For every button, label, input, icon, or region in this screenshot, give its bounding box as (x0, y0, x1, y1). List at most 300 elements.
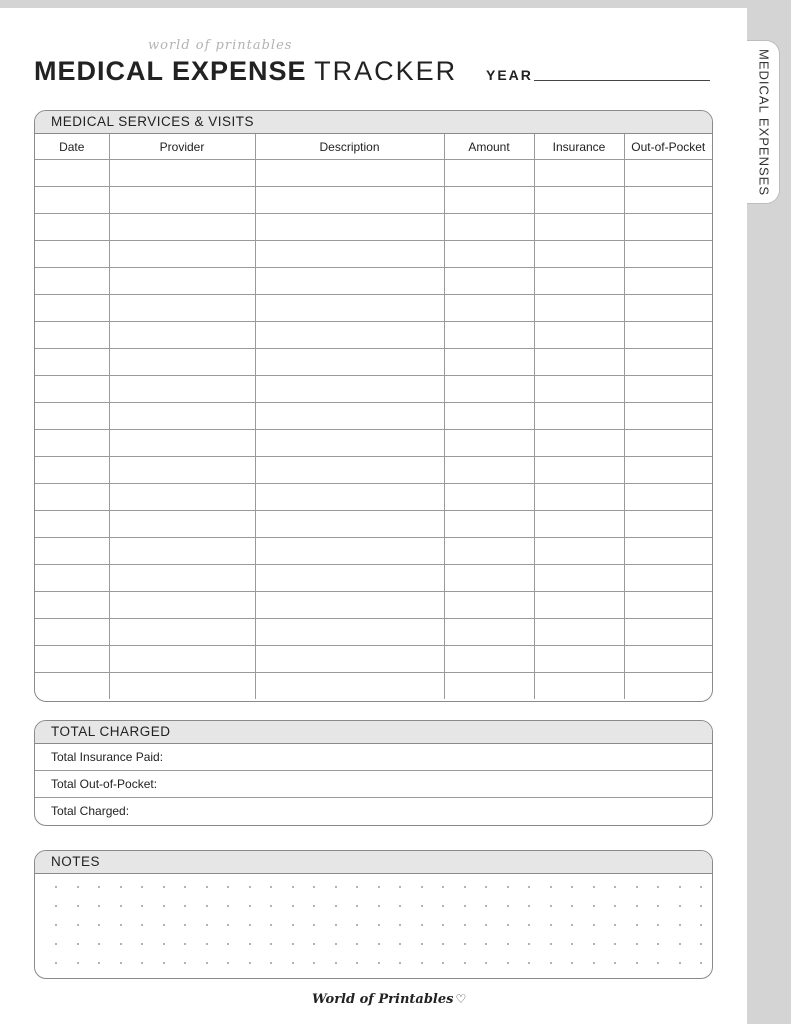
note-dot (163, 962, 165, 964)
column-header: Insurance (534, 134, 624, 160)
note-dot (421, 924, 423, 926)
note-dot (507, 962, 509, 964)
note-dot (227, 924, 229, 926)
table-cell[interactable] (624, 538, 712, 565)
table-row (35, 295, 712, 322)
table-cell[interactable] (35, 160, 109, 187)
year-input-line[interactable] (534, 80, 710, 81)
note-dot (528, 943, 530, 945)
note-dot (55, 943, 57, 945)
note-dot (657, 924, 659, 926)
column-header: Description (255, 134, 444, 160)
table-cell[interactable] (109, 484, 255, 511)
note-dot (399, 943, 401, 945)
table-cell[interactable] (109, 160, 255, 187)
table-cell[interactable] (624, 619, 712, 646)
table-cell[interactable] (109, 565, 255, 592)
table-cell[interactable] (255, 592, 444, 619)
note-dot (485, 924, 487, 926)
table-cell[interactable] (35, 268, 109, 295)
table-cell[interactable] (109, 646, 255, 673)
table-row (35, 457, 712, 484)
note-dot (442, 924, 444, 926)
table-cell[interactable] (255, 295, 444, 322)
note-dot (313, 886, 315, 888)
table-cell[interactable] (534, 646, 624, 673)
note-dot (614, 886, 616, 888)
table-cell[interactable] (255, 619, 444, 646)
table-cell[interactable] (109, 214, 255, 241)
table-row (35, 538, 712, 565)
table-cell[interactable] (444, 322, 534, 349)
note-dot (442, 905, 444, 907)
note-dot (421, 943, 423, 945)
note-dot (120, 886, 122, 888)
table-cell[interactable] (444, 430, 534, 457)
table-cell[interactable] (624, 673, 712, 700)
table-cell[interactable] (534, 214, 624, 241)
table-cell[interactable] (534, 268, 624, 295)
note-dot (485, 905, 487, 907)
table-cell[interactable] (35, 565, 109, 592)
table-cell[interactable] (534, 376, 624, 403)
page-title (34, 56, 457, 86)
note-dot (464, 924, 466, 926)
note-dot (77, 943, 79, 945)
table-row (35, 484, 712, 511)
table-cell[interactable] (444, 160, 534, 187)
table-cell[interactable] (255, 457, 444, 484)
note-dot (184, 943, 186, 945)
table-cell[interactable] (109, 619, 255, 646)
table-row (35, 619, 712, 646)
note-dot (184, 962, 186, 964)
table-cell[interactable] (534, 160, 624, 187)
table-cell[interactable] (444, 457, 534, 484)
note-dot (270, 886, 272, 888)
table-cell[interactable] (624, 511, 712, 538)
note-dot (571, 962, 573, 964)
note-dot (614, 924, 616, 926)
table-cell[interactable] (534, 241, 624, 268)
table-cell[interactable] (624, 268, 712, 295)
table-cell[interactable] (624, 322, 712, 349)
table-cell[interactable] (444, 295, 534, 322)
table-cell[interactable] (255, 646, 444, 673)
table-row (35, 673, 712, 700)
table-row (35, 646, 712, 673)
table-cell[interactable] (35, 592, 109, 619)
note-dot (464, 886, 466, 888)
table-cell[interactable] (444, 268, 534, 295)
table-cell[interactable] (255, 376, 444, 403)
note-dot (700, 924, 702, 926)
table-cell[interactable] (624, 295, 712, 322)
table-cell[interactable] (109, 241, 255, 268)
notes-dot-grid[interactable] (35, 874, 712, 978)
total-charged-row[interactable]: Total Charged: (51, 804, 130, 818)
note-dot (292, 905, 294, 907)
table-cell[interactable] (444, 565, 534, 592)
column-header: Date (35, 134, 109, 160)
note-dot (227, 886, 229, 888)
note-dot (679, 962, 681, 964)
table-cell[interactable] (444, 592, 534, 619)
note-dot (464, 962, 466, 964)
note-dot (55, 905, 57, 907)
column-header: Provider (109, 134, 255, 160)
note-dot (550, 924, 552, 926)
note-dot (550, 886, 552, 888)
note-dot (55, 962, 57, 964)
note-dot (206, 924, 208, 926)
table-cell[interactable] (534, 592, 624, 619)
note-dot (227, 905, 229, 907)
note-dot (206, 886, 208, 888)
note-dot (378, 962, 380, 964)
note-dot (464, 943, 466, 945)
table-cell[interactable] (534, 430, 624, 457)
note-dot (356, 943, 358, 945)
note-dot (292, 924, 294, 926)
note-dot (550, 943, 552, 945)
note-dot (141, 962, 143, 964)
note-dot (206, 962, 208, 964)
note-dot (270, 924, 272, 926)
note-dot (270, 943, 272, 945)
table-cell[interactable] (624, 484, 712, 511)
note-dot (442, 943, 444, 945)
note-dot (399, 924, 401, 926)
note-dot (421, 962, 423, 964)
table-cell[interactable] (624, 214, 712, 241)
note-dot (657, 943, 659, 945)
note-dot (98, 886, 100, 888)
note-dot (184, 905, 186, 907)
table-row (35, 349, 712, 376)
table-row (35, 214, 712, 241)
note-dot (636, 905, 638, 907)
note-dot (485, 886, 487, 888)
note-dot (550, 905, 552, 907)
table-cell[interactable] (255, 187, 444, 214)
table-cell[interactable] (624, 376, 712, 403)
note-dot (571, 924, 573, 926)
note-dot (335, 924, 337, 926)
table-cell[interactable] (534, 457, 624, 484)
note-dot (335, 886, 337, 888)
note-dot (249, 962, 251, 964)
table-cell[interactable] (624, 187, 712, 214)
table-row (35, 376, 712, 403)
table-cell[interactable] (624, 565, 712, 592)
table-row (35, 241, 712, 268)
table-cell[interactable] (444, 403, 534, 430)
table-cell[interactable] (109, 268, 255, 295)
heart-icon: ♡ (455, 992, 467, 1006)
note-dot (55, 886, 57, 888)
note-dot (657, 886, 659, 888)
note-dot (206, 943, 208, 945)
table-cell[interactable] (35, 673, 109, 700)
year-label: YEAR (486, 67, 533, 83)
note-dot (399, 905, 401, 907)
note-dot (98, 905, 100, 907)
note-dot (227, 962, 229, 964)
table-cell[interactable] (255, 538, 444, 565)
note-dot (421, 905, 423, 907)
note-dot (356, 886, 358, 888)
table-row (35, 187, 712, 214)
table-cell[interactable] (444, 484, 534, 511)
note-dot (378, 905, 380, 907)
table-cell[interactable] (109, 187, 255, 214)
table-cell[interactable] (534, 565, 624, 592)
table-cell[interactable] (255, 673, 444, 700)
note-dot (464, 905, 466, 907)
column-header: Out-of-Pocket (624, 134, 712, 160)
note-dot (77, 924, 79, 926)
note-dot (77, 962, 79, 964)
table-cell[interactable] (35, 376, 109, 403)
table-row (35, 511, 712, 538)
table-cell[interactable] (35, 646, 109, 673)
note-dot (507, 886, 509, 888)
note-dot (636, 962, 638, 964)
note-dot (292, 886, 294, 888)
note-dot (399, 886, 401, 888)
table-row (35, 430, 712, 457)
table-cell[interactable] (534, 349, 624, 376)
note-dot (163, 943, 165, 945)
note-dot (700, 962, 702, 964)
table-cell[interactable] (624, 646, 712, 673)
note-dot (528, 886, 530, 888)
table-cell[interactable] (624, 349, 712, 376)
table-row (35, 403, 712, 430)
note-dot (593, 924, 595, 926)
table-cell[interactable] (109, 511, 255, 538)
table-cell[interactable] (35, 457, 109, 484)
table-cell[interactable] (444, 214, 534, 241)
note-dot (184, 886, 186, 888)
note-dot (442, 962, 444, 964)
note-dot (141, 924, 143, 926)
note-dot (507, 924, 509, 926)
note-dot (163, 924, 165, 926)
note-dot (98, 962, 100, 964)
note-dot (679, 905, 681, 907)
table-cell[interactable] (534, 295, 624, 322)
table-row (35, 592, 712, 619)
notes-heading: NOTES (35, 851, 712, 874)
table-cell[interactable] (444, 241, 534, 268)
note-dot (614, 962, 616, 964)
table-cell[interactable] (255, 268, 444, 295)
table-cell[interactable] (534, 187, 624, 214)
table-row (35, 565, 712, 592)
brand-script: world of printables (148, 38, 293, 53)
footer-logo-text: World of Printables (312, 992, 454, 1007)
note-dot (550, 962, 552, 964)
note-dot (378, 943, 380, 945)
table-cell[interactable] (444, 673, 534, 700)
table-cell[interactable] (109, 430, 255, 457)
note-dot (507, 905, 509, 907)
table-cell[interactable] (35, 214, 109, 241)
note-dot (313, 943, 315, 945)
table-cell[interactable] (444, 376, 534, 403)
table-cell[interactable] (255, 322, 444, 349)
note-dot (55, 924, 57, 926)
note-dot (335, 905, 337, 907)
note-dot (528, 924, 530, 926)
table-cell[interactable] (444, 187, 534, 214)
table-cell[interactable] (109, 403, 255, 430)
note-dot (120, 943, 122, 945)
table-cell[interactable] (255, 349, 444, 376)
table-cell[interactable] (444, 511, 534, 538)
table-cell[interactable] (444, 538, 534, 565)
note-dot (356, 905, 358, 907)
note-dot (378, 886, 380, 888)
note-dot (614, 905, 616, 907)
note-dot (657, 962, 659, 964)
note-dot (98, 943, 100, 945)
table-cell[interactable] (255, 241, 444, 268)
table-cell[interactable] (255, 403, 444, 430)
table-cell[interactable] (255, 160, 444, 187)
table-cell[interactable] (109, 592, 255, 619)
note-dot (593, 905, 595, 907)
table-cell[interactable] (534, 322, 624, 349)
table-cell[interactable] (255, 511, 444, 538)
table-cell[interactable] (534, 511, 624, 538)
table-cell[interactable] (35, 322, 109, 349)
note-dot (485, 943, 487, 945)
table-cell[interactable] (444, 646, 534, 673)
note-dot (700, 943, 702, 945)
note-dot (313, 962, 315, 964)
table-cell[interactable] (534, 673, 624, 700)
note-dot (77, 886, 79, 888)
note-dot (636, 943, 638, 945)
note-dot (485, 962, 487, 964)
table-cell[interactable] (109, 295, 255, 322)
table-cell[interactable] (109, 322, 255, 349)
table-cell[interactable] (624, 457, 712, 484)
total-insurance-row[interactable]: Total Insurance Paid: (35, 744, 712, 771)
note-dot (507, 943, 509, 945)
table-cell[interactable] (35, 295, 109, 322)
totals-panel (34, 720, 713, 826)
table-cell[interactable] (624, 160, 712, 187)
note-dot (679, 924, 681, 926)
note-dot (399, 962, 401, 964)
table-cell[interactable] (624, 430, 712, 457)
table-cell[interactable] (534, 538, 624, 565)
note-dot (141, 943, 143, 945)
table-cell[interactable] (534, 619, 624, 646)
notes-panel[interactable] (34, 850, 713, 979)
table-cell[interactable] (35, 403, 109, 430)
note-dot (120, 962, 122, 964)
total-out-of-pocket-row[interactable]: Total Out-of-Pocket: (35, 771, 712, 798)
note-dot (335, 962, 337, 964)
note-dot (528, 905, 530, 907)
table-row (35, 322, 712, 349)
table-cell[interactable] (35, 484, 109, 511)
note-dot (120, 924, 122, 926)
note-dot (442, 886, 444, 888)
note-dot (270, 905, 272, 907)
note-dot (700, 905, 702, 907)
table-cell[interactable] (35, 619, 109, 646)
table-cell[interactable] (109, 457, 255, 484)
note-dot (292, 962, 294, 964)
note-dot (313, 924, 315, 926)
table-cell[interactable] (624, 592, 712, 619)
table-cell[interactable] (35, 430, 109, 457)
note-dot (528, 962, 530, 964)
table-cell[interactable] (109, 538, 255, 565)
note-dot (141, 905, 143, 907)
note-dot (120, 905, 122, 907)
table-cell[interactable] (35, 538, 109, 565)
note-dot (270, 962, 272, 964)
note-dot (356, 924, 358, 926)
table-cell[interactable] (255, 565, 444, 592)
title-bold: MEDICAL EXPENSE (34, 56, 307, 86)
table-cell[interactable] (35, 511, 109, 538)
note-dot (593, 886, 595, 888)
table-cell[interactable] (444, 619, 534, 646)
table-cell[interactable] (444, 349, 534, 376)
totals-heading: TOTAL CHARGED (35, 721, 712, 744)
table-cell[interactable] (109, 673, 255, 700)
side-tab-label: MEDICAL EXPENSES (756, 48, 772, 196)
note-dot (378, 924, 380, 926)
table-cell[interactable] (109, 349, 255, 376)
table-cell[interactable] (255, 214, 444, 241)
table-cell[interactable] (624, 241, 712, 268)
table-cell[interactable] (109, 376, 255, 403)
table-cell[interactable] (255, 484, 444, 511)
note-dot (571, 905, 573, 907)
services-table (35, 134, 712, 699)
table-cell[interactable] (35, 187, 109, 214)
table-cell[interactable] (624, 403, 712, 430)
note-dot (206, 905, 208, 907)
note-dot (636, 886, 638, 888)
note-dot (593, 943, 595, 945)
note-dot (249, 905, 251, 907)
table-cell[interactable] (255, 430, 444, 457)
note-dot (249, 924, 251, 926)
note-dot (292, 943, 294, 945)
note-dot (700, 886, 702, 888)
services-panel (34, 110, 713, 702)
note-dot (614, 943, 616, 945)
note-dot (593, 962, 595, 964)
note-dot (571, 943, 573, 945)
table-cell[interactable] (35, 349, 109, 376)
note-dot (335, 943, 337, 945)
note-dot (184, 924, 186, 926)
table-cell[interactable] (534, 484, 624, 511)
table-cell[interactable] (35, 241, 109, 268)
table-cell[interactable] (534, 403, 624, 430)
